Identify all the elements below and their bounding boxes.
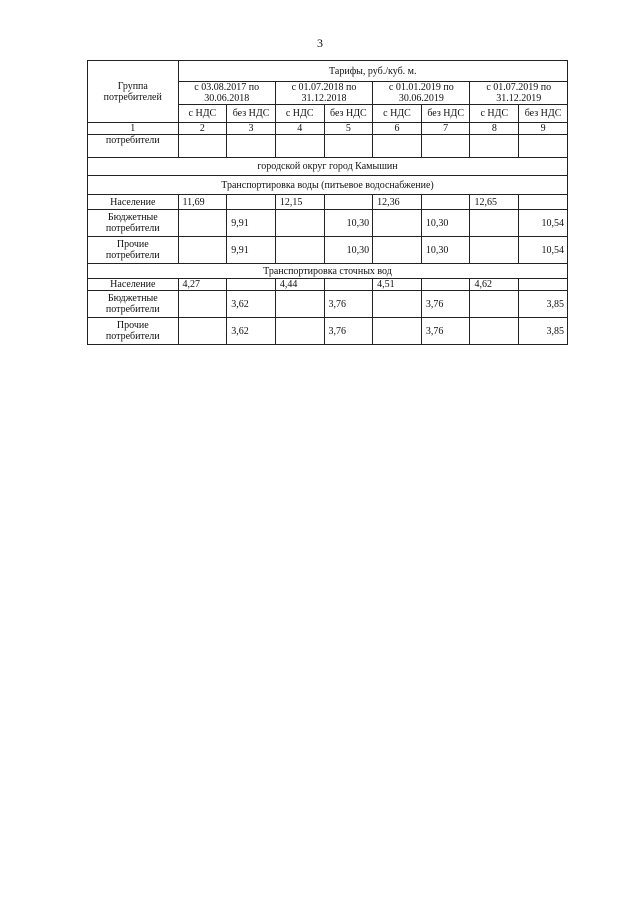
section-heading: Транспортировка воды (питьевое водоснабжение) (88, 176, 568, 195)
tariff-value: 10,30 (421, 237, 470, 264)
municipality-heading: городской округ город Камышин (88, 158, 568, 176)
tariff-value: 3,76 (324, 291, 373, 318)
table-cell (275, 135, 324, 158)
column-number: 2 (178, 123, 227, 135)
table-cell (227, 135, 276, 158)
tariff-value: 3,62 (227, 291, 276, 318)
tariff-value (470, 291, 519, 318)
row-label: Прочие потребители (88, 318, 179, 345)
with-vat-header: с НДС (470, 105, 519, 123)
tariff-value (275, 210, 324, 237)
table-row (88, 279, 568, 291)
column-number: 3 (227, 123, 276, 135)
tariff-value: 10,30 (324, 210, 373, 237)
tariff-value: 3,76 (324, 318, 373, 345)
tariff-value (275, 237, 324, 264)
tariff-value: 10,54 (519, 210, 568, 237)
tariff-value (227, 279, 276, 291)
table-cell (421, 135, 470, 158)
row-label: Бюджетные потребители (88, 291, 179, 318)
table-cell (519, 135, 568, 158)
table-cell (178, 135, 227, 158)
tariff-value: 12,65 (470, 195, 519, 210)
tariff-value (178, 210, 227, 237)
tariff-value (227, 195, 276, 210)
tariff-header: Тарифы, руб./куб. м. (178, 61, 567, 82)
tariff-value (519, 195, 568, 210)
table-row (88, 195, 568, 210)
row-label: Бюджетные потребители (88, 210, 179, 237)
tariff-value (178, 291, 227, 318)
tariff-value: 3,76 (421, 291, 470, 318)
tariff-value (470, 318, 519, 345)
column-number: 4 (275, 123, 324, 135)
tariff-value (178, 318, 227, 345)
tariff-value (421, 195, 470, 210)
table-cell (373, 135, 422, 158)
tariff-value (324, 195, 373, 210)
table-cell (324, 135, 373, 158)
tariff-value: 3,76 (421, 318, 470, 345)
tariff-value (373, 237, 422, 264)
with-vat-header: с НДС (275, 105, 324, 123)
tariff-value: 3,85 (519, 291, 568, 318)
column-number-row (88, 123, 568, 135)
tariff-value: 10,30 (324, 237, 373, 264)
row-label: Население (88, 195, 179, 210)
tariff-value: 4,27 (178, 279, 227, 291)
without-vat-header: без НДС (227, 105, 276, 123)
period-header: с 01.07.2018 по 31.12.2018 (275, 82, 372, 105)
section-heading: Транспортировка сточных вод (88, 264, 568, 279)
group-header: Группа потребителей (88, 61, 179, 123)
row-label: Население (88, 279, 179, 291)
tariff-value (373, 210, 422, 237)
tariff-value (470, 237, 519, 264)
tariff-value: 3,85 (519, 318, 568, 345)
tariff-value: 4,51 (373, 279, 422, 291)
column-number: 8 (470, 123, 519, 135)
tariff-value: 12,36 (373, 195, 422, 210)
tariff-value: 3,62 (227, 318, 276, 345)
with-vat-header: с НДС (178, 105, 227, 123)
period-header: с 01.01.2019 по 30.06.2019 (373, 82, 470, 105)
tariff-value: 4,62 (470, 279, 519, 291)
tariff-value (324, 279, 373, 291)
column-number: 1 (88, 123, 179, 135)
table-cell (470, 135, 519, 158)
table-row (88, 237, 568, 264)
tariff-value: 11,69 (178, 195, 227, 210)
tariff-value: 10,30 (421, 210, 470, 237)
period-header: с 01.07.2019 по 31.12.2019 (470, 82, 568, 105)
tariff-value: 9,91 (227, 210, 276, 237)
tariff-table (87, 60, 568, 345)
page-number: 3 (317, 36, 323, 50)
tariff-value (373, 318, 422, 345)
tariff-value (519, 279, 568, 291)
tariff-value (470, 210, 519, 237)
column-number: 5 (324, 123, 373, 135)
tariff-value (178, 237, 227, 264)
without-vat-header: без НДС (421, 105, 470, 123)
period-header: с 03.08.2017 по 30.06.2018 (178, 82, 275, 105)
without-vat-header: без НДС (324, 105, 373, 123)
tariff-value (275, 291, 324, 318)
tariff-value: 10,54 (519, 237, 568, 264)
table-row (88, 318, 568, 345)
with-vat-header: с НДС (373, 105, 422, 123)
tariff-value: 4,44 (275, 279, 324, 291)
tariff-value: 9,91 (227, 237, 276, 264)
without-vat-header: без НДС (519, 105, 568, 123)
row-label: Прочие потребители (88, 237, 179, 264)
table-row (88, 291, 568, 318)
column-number: 9 (519, 123, 568, 135)
table-row (88, 210, 568, 237)
tariff-value (421, 279, 470, 291)
tariff-value: 12,15 (275, 195, 324, 210)
continued-row (88, 135, 568, 158)
continued-row-label: потребители (88, 135, 179, 158)
tariff-value (275, 318, 324, 345)
column-number: 6 (373, 123, 422, 135)
tariff-value (373, 291, 422, 318)
column-number: 7 (421, 123, 470, 135)
